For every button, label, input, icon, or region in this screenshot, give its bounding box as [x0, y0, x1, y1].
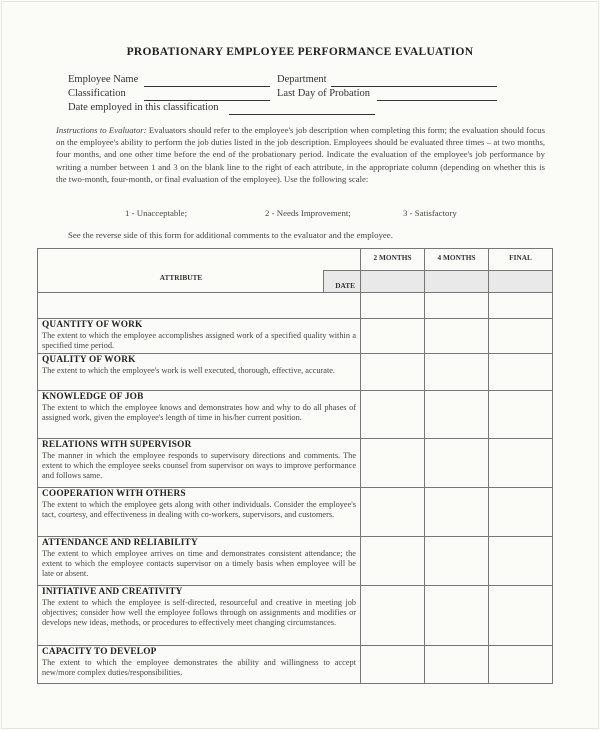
score-4-months[interactable] — [425, 536, 489, 585]
attribute-description: The manner in which the employee responds to supervisory directions and comments. The extent to which the employee seeks counsel from supervisor on ways to improve performance and follows same. — [42, 450, 356, 481]
table-row — [38, 390, 553, 438]
form-title: PROBATIONARY EMPLOYEE PERFORMANCE EVALUATION — [126, 46, 474, 58]
scale-needs-improvement: 2 - Needs Improvement; — [265, 208, 351, 218]
last-day-label: Last Day of Probation — [277, 88, 371, 99]
date-strip-blank — [38, 271, 324, 293]
score-2-months[interactable] — [361, 487, 425, 536]
table-header-row — [38, 249, 553, 273]
score-final[interactable] — [489, 645, 553, 683]
score-2-months[interactable] — [361, 319, 425, 354]
score-4-months[interactable] — [425, 438, 489, 487]
date-input-final[interactable] — [489, 271, 553, 293]
score-final[interactable] — [489, 438, 553, 487]
attribute-name: INITIATIVE AND CREATIVITY — [42, 586, 183, 597]
attribute-name: QUANTITY OF WORK — [42, 320, 143, 330]
blank-row — [38, 293, 553, 319]
attribute-name: CAPACITY TO DEVELOP — [42, 646, 157, 657]
score-final[interactable] — [489, 390, 553, 438]
table-row — [38, 487, 553, 536]
attribute-description: The extent to which the employee is self-directed, resourceful and creative in meeting job objectives; consider how well the employee follows through on assignments and modifies or develops new ideas, methods, or procedures to effectively meet changing circumstances. — [42, 597, 356, 628]
col-2-months: 2 MONTHS — [361, 249, 425, 273]
attribute-header: ATTRIBUTE — [159, 273, 203, 282]
classification-label: Classification — [68, 88, 126, 99]
scale-unacceptable: 1 - Unacceptable; — [125, 208, 188, 218]
score-2-months[interactable] — [361, 390, 425, 438]
score-2-months[interactable] — [361, 353, 425, 390]
attribute-cell — [38, 390, 361, 438]
instructions-paragraph — [56, 124, 545, 185]
last-day-line[interactable] — [377, 100, 497, 101]
employee-name-line[interactable] — [144, 86, 270, 87]
attribute-cell — [38, 487, 361, 536]
instructions-lead: Instructions to Evaluator: — [56, 125, 147, 135]
attribute-description: The extent to which the employee demonstrates the ability and willingness to accept new/more complex duties/responsibilities. — [42, 657, 356, 677]
score-2-months[interactable] — [361, 585, 425, 645]
attribute-cell — [38, 585, 361, 645]
attribute-cell — [38, 536, 361, 585]
date-employed-line[interactable] — [229, 114, 375, 115]
score-4-months[interactable] — [425, 585, 489, 645]
table-row — [38, 585, 553, 645]
table-row — [38, 353, 553, 390]
score-4-months[interactable] — [425, 390, 489, 438]
score-final[interactable] — [489, 487, 553, 536]
department-label: Department — [277, 74, 327, 85]
employee-name-label: Employee Name — [68, 74, 139, 85]
score-cell[interactable] — [425, 293, 489, 319]
attribute-name: KNOWLEDGE OF JOB — [42, 391, 144, 402]
attribute-description: The extent to which the employee knows and demonstrates how and why to do all phases of assigned work, given the employee's length of time in his/her current position. — [42, 402, 356, 422]
attribute-description: The extent to which the employee's work is well executed, thorough, effective, accurate. — [42, 365, 336, 375]
score-final[interactable] — [489, 585, 553, 645]
attribute-description: The extent to which the employee gets along with other individuals. Consider the employee's tact, courtesy, and effectiveness in dealing with co-workers, supervisors, and customers. — [42, 499, 356, 519]
date-input-2-months[interactable] — [361, 271, 425, 293]
department-line[interactable] — [331, 86, 497, 87]
attribute-cell — [38, 438, 361, 487]
attribute-description: The extent to which the employee accomplishes assigned work of a specified quality within a specified time period. — [42, 331, 356, 351]
date-label-cell — [324, 271, 361, 293]
score-cell[interactable] — [489, 293, 553, 319]
date-input-4-months[interactable] — [425, 271, 489, 293]
score-4-months[interactable] — [425, 487, 489, 536]
date-employed-label: Date employed in this classification — [68, 102, 219, 113]
table-row — [38, 645, 553, 683]
attribute-name: QUALITY OF WORK — [42, 354, 136, 365]
score-4-months[interactable] — [425, 319, 489, 354]
attribute-description: The extent to which employee arrives on time and demonstrates consistent attendance; the extent to which the employee contacts supervisor on a timely basis when employee will be late or absent. — [42, 548, 356, 579]
attribute-cell — [38, 319, 361, 354]
table-row — [38, 536, 553, 585]
attribute-cell — [38, 645, 361, 683]
attributes-table — [37, 292, 553, 684]
date-strip — [37, 270, 553, 293]
attribute-name: ATTENDANCE AND RELIABILITY — [42, 537, 198, 548]
score-final[interactable] — [489, 319, 553, 354]
reverse-side-note: See the reverse side of this form for additional comments to the evaluator and the employee. — [68, 230, 393, 240]
score-4-months[interactable] — [425, 645, 489, 683]
score-4-months[interactable] — [425, 353, 489, 390]
attribute-name: COOPERATION WITH OTHERS — [42, 488, 186, 499]
attribute-cell — [38, 353, 361, 390]
instructions-body: Evaluators should refer to the employee's job description when completing this form; the evaluation should focus on the employee's ability to perform the job duties listed in the job description. Employees should be evaluated three times – at two months, four months, and one other time before the end of the probationary period. Indicate the evaluation of the employee's job performance by writing a number between 1 and 3 on the blank line to the right of each attribute, in the appropriate column (depending on whether this is the two-month, four-month, or final evaluation of the employee). Use the following scale: — [56, 125, 546, 184]
score-final[interactable] — [489, 536, 553, 585]
col-4-months: 4 MONTHS — [425, 249, 489, 273]
col-final: FINAL — [489, 249, 553, 273]
date-label: DATE — [335, 281, 355, 290]
score-cell[interactable] — [361, 293, 425, 319]
score-2-months[interactable] — [361, 536, 425, 585]
score-final[interactable] — [489, 353, 553, 390]
score-2-months[interactable] — [361, 645, 425, 683]
classification-line[interactable] — [144, 100, 270, 101]
attribute-name: RELATIONS WITH SUPERVISOR — [42, 439, 192, 450]
blank-cell — [38, 293, 361, 319]
score-2-months[interactable] — [361, 438, 425, 487]
scale-satisfactory: 3 - Satisfactory — [403, 208, 457, 218]
table-row — [38, 319, 553, 354]
table-row — [38, 438, 553, 487]
